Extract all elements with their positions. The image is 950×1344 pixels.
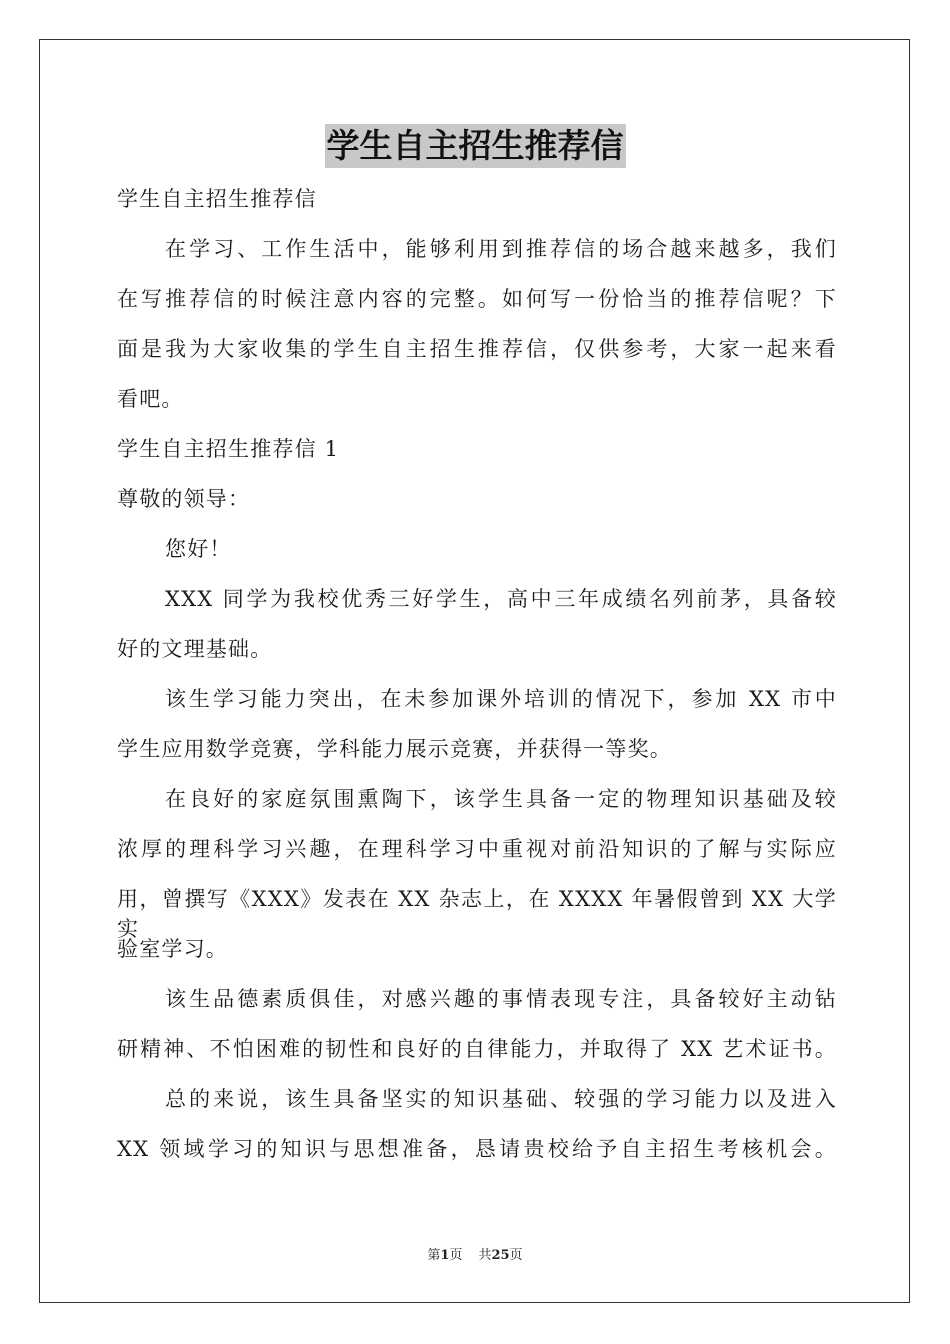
- document-title: 学生自主招生推荐信: [325, 124, 626, 168]
- para5-line-2: XX 领域学习的知识与思想准备，恳请贵校给予自主招生考核机会。: [117, 1137, 837, 1161]
- greeting: 您好！: [165, 537, 232, 561]
- para2-line-1: 该生学习能力突出，在未参加课外培训的情况下，参加 XX 市中: [165, 687, 837, 711]
- para4-line-2: 研精神、不怕困难的韧性和良好的自律能力，并取得了 XX 艺术证书。: [117, 1037, 837, 1061]
- para1-line-1: XXX 同学为我校优秀三好学生，高中三年成绩名列前茅，具备较: [165, 587, 837, 611]
- footer-page-total: 25: [491, 1248, 510, 1263]
- intro-line-1: 在学习、工作生活中，能够利用到推荐信的场合越来越多，我们: [165, 237, 837, 261]
- footer-total-prefix: 共: [478, 1248, 492, 1263]
- salutation: 尊敬的领导：: [117, 487, 251, 511]
- subtitle-line: 学生自主招生推荐信: [117, 187, 317, 211]
- para3-line-1: 在良好的家庭氛围熏陶下，该学生具备一定的物理知识基础及较: [165, 787, 837, 811]
- footer-page-current: 1: [440, 1248, 450, 1263]
- footer-page-prefix: 第: [427, 1248, 441, 1263]
- intro-line-3: 面是我为大家收集的学生自主招生推荐信，仅供参考，大家一起来看: [117, 337, 837, 361]
- title-wrap: [0, 124, 950, 168]
- para4-line-1: 该生品德素质俱佳，对感兴趣的事情表现专注，具备较好主动钻: [165, 987, 837, 1011]
- para3-line-3: 用，曾撰写《XXX》发表在 XX 杂志上，在 XXXX 年暑假曾到 XX 大学实: [117, 887, 837, 941]
- footer-total-suffix: 页: [509, 1248, 523, 1263]
- intro-line-4: 看吧。: [117, 387, 184, 411]
- para1-line-2: 好的文理基础。: [117, 637, 273, 661]
- footer-page-suffix: 页: [449, 1248, 463, 1263]
- para3-line-2: 浓厚的理科学习兴趣，在理科学习中重视对前沿知识的了解与实际应: [117, 837, 837, 861]
- para5-line-1: 总的来说，该生具备坚实的知识基础、较强的学习能力以及进入: [165, 1087, 837, 1111]
- para3-line-4: 验室学习。: [117, 937, 228, 961]
- intro-line-2: 在写推荐信的时候注意内容的完整。如何写一份恰当的推荐信呢？下: [117, 287, 837, 311]
- letter-heading: 学生自主招生推荐信 1: [117, 437, 340, 461]
- page-footer: [0, 1247, 950, 1265]
- para2-line-2: 学生应用数学竞赛，学科能力展示竞赛，并获得一等奖。: [117, 737, 672, 761]
